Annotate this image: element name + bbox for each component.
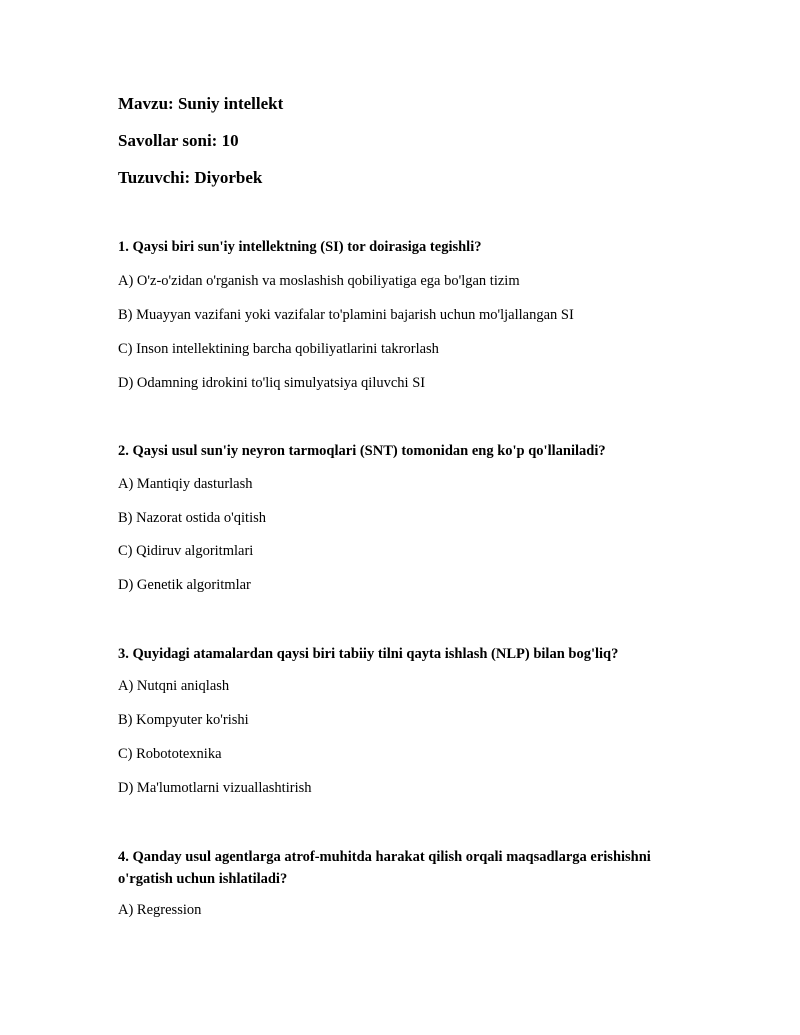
question-2-title: 2. Qaysi usul sun'iy neyron tarmoqlari (SNT) tomonidan eng ko'p qo'llaniladi? xyxy=(118,443,606,459)
question-4-title: 4. Qanday usul agentlarga atrof-muhitda harakat qilish orqali maqsadlarga erishishni o'rgatish uchun ishlatiladi? xyxy=(118,849,651,887)
question-4-option-a: A) Regression xyxy=(118,902,202,918)
question-1-option-c: C) Inson intellektining barcha qobiliyatlarini takrorlash xyxy=(118,341,439,357)
question-2-option-c: C) Qidiruv algoritmlari xyxy=(118,543,254,559)
question-2-option-d: D) Genetik algoritmlar xyxy=(118,577,251,593)
author-heading: Tuzuvchi: Diyorbek xyxy=(118,168,263,187)
question-3-option-c: C) Robototexnika xyxy=(118,746,222,762)
question-2-option-b: B) Nazorat ostida o'qitish xyxy=(118,510,266,526)
question-2-option-a: A) Mantiqiy dasturlash xyxy=(118,476,253,492)
question-count-heading: Savollar soni: 10 xyxy=(118,131,239,150)
question-3-title: 3. Quyidagi atamalardan qaysi biri tabiiy tilni qayta ishlash (NLP) bilan bog'liq? xyxy=(118,646,619,662)
question-1-option-b: B) Muayyan vazifani yoki vazifalar to'plamini bajarish uchun mo'ljallangan SI xyxy=(118,307,574,323)
topic-heading: Mavzu: Suniy intellekt xyxy=(118,94,284,113)
question-3-option-d: D) Ma'lumotlarni vizuallashtirish xyxy=(118,780,312,796)
question-1-title: 1. Qaysi biri sun'iy intellektning (SI) tor doirasiga tegishli? xyxy=(118,239,482,255)
question-3-option-a: A) Nutqni aniqlash xyxy=(118,678,230,694)
question-3-option-b: B) Kompyuter ko'rishi xyxy=(118,712,249,728)
question-1-option-a: A) O'z-o'zidan o'rganish va moslashish qobiliyatiga ega bo'lgan tizim xyxy=(118,273,520,289)
question-1-option-d: D) Odamning idrokini to'liq simulyatsiya qiluvchi SI xyxy=(118,375,426,391)
